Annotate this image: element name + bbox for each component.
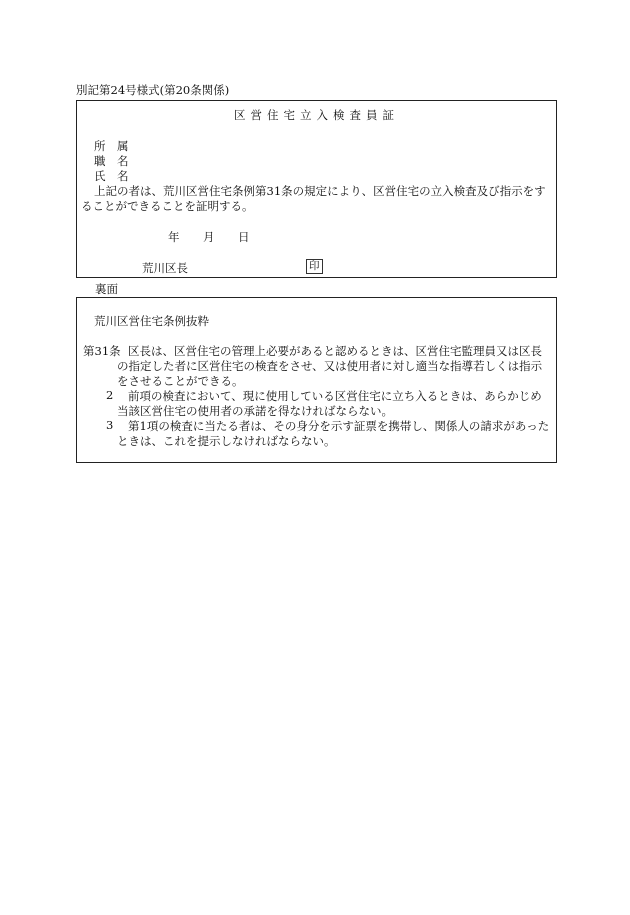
issuer-title: 荒川区長	[142, 261, 188, 275]
field-position-label: 職 名	[94, 154, 129, 168]
paragraph-3-number: 3	[106, 418, 114, 432]
paragraph-3-line1: 第1項の検査に当たる者は、その身分を示す証票を携帯し、関係人の請求があった	[128, 419, 550, 433]
certification-statement-line2: ることができることを証明する。	[81, 199, 254, 213]
paragraph-2-number: 2	[106, 388, 114, 402]
paragraph-2-line1: 前項の検査において、現に使用している区営住宅に立ち入るときは、あらかじめ	[128, 389, 542, 403]
date-day-label: 日	[238, 230, 250, 244]
form-header-label: 別記第24号様式(第20条関係)	[76, 83, 230, 97]
article-31-number: 第31条	[83, 344, 121, 358]
card-title: 区営住宅立入検査員証	[234, 108, 399, 122]
field-name-label: 氏 名	[94, 169, 129, 183]
field-affiliation-label: 所 属	[94, 139, 129, 153]
ordinance-excerpt-title: 荒川区営住宅条例抜粋	[94, 314, 209, 328]
inspector-id-back	[76, 297, 557, 463]
article-31-line3: をさせることができる。	[117, 374, 244, 388]
certification-statement-line1: 上記の者は、荒川区営住宅条例第31条の規定により、区営住宅の立入検査及び指示をす	[94, 184, 546, 198]
article-31-line1: 区長は、区営住宅の管理上必要があると認めるときは、区営住宅監理員又は区長	[128, 344, 542, 358]
paragraph-3-line2: ときは、これを提示しなければならない。	[117, 434, 336, 448]
article-31-line2: の指定した者に区営住宅の検査をさせ、又は使用者に対し適当な指導若しくは指示	[117, 359, 543, 373]
date-year-label: 年	[168, 230, 180, 244]
inspector-id-front	[76, 100, 557, 278]
paragraph-2-line2: 当該区営住宅の使用者の承諾を得なければならない。	[117, 404, 393, 418]
date-month-label: 月	[203, 230, 215, 244]
seal-mark: 印	[306, 259, 323, 274]
back-side-label: 裏面	[95, 282, 118, 296]
